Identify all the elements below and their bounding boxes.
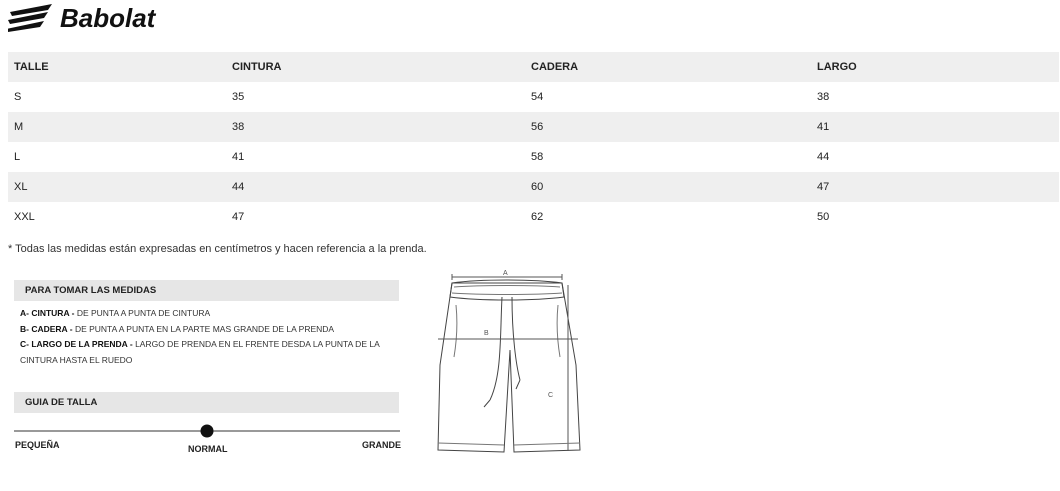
label-c: C: [548, 392, 554, 399]
table-row: [8, 112, 1059, 142]
fit-normal-label: NORMAL: [188, 444, 228, 454]
measure-a-text: DE PUNTA A PUNTA DE CINTURA: [74, 308, 211, 318]
footnote: * Todas las medidas están expresadas en centímetros y hacen referencia a la prenda.: [8, 243, 427, 255]
shorts-diagram: [430, 265, 590, 460]
measure-guide-title: PARA TOMAR LAS MEDIDAS: [14, 280, 399, 301]
label-b: B: [484, 330, 489, 337]
cell-cintura: 35: [232, 91, 245, 103]
measure-a: [20, 306, 400, 322]
cell-largo: 47: [811, 172, 1059, 202]
cell-cintura: 41: [232, 151, 245, 163]
fit-small-label: PEQUEÑA: [15, 440, 60, 450]
babolat-logo: [8, 2, 198, 32]
table-row: [8, 202, 1059, 232]
fit-scale: [14, 420, 400, 460]
cell-cintura: 44: [226, 172, 525, 202]
measure-c-key: C- LARGO DE LA PRENDA -: [20, 339, 133, 349]
cell-talle: XXL: [14, 211, 35, 223]
babolat-swoosh-icon: [8, 4, 52, 32]
measure-b: [20, 322, 400, 338]
cell-cadera: 54: [531, 91, 544, 103]
label-a: A: [503, 270, 508, 277]
size-guide-title: GUIA DE TALLA: [14, 392, 399, 413]
cell-cadera: 58: [531, 151, 544, 163]
cell-cintura: 47: [232, 211, 245, 223]
table-row: [8, 142, 1059, 172]
table-row: [8, 172, 1059, 202]
measure-c: [20, 337, 400, 353]
header-cadera: CADERA: [525, 52, 811, 82]
measure-b-text: DE PUNTA A PUNTA EN LA PARTE MAS GRANDE DE LA PRENDA: [72, 323, 335, 334]
cell-largo: 50: [817, 211, 830, 223]
brand-wordmark: Babolat: [60, 3, 156, 32]
cell-talle: XL: [8, 172, 226, 202]
measure-a-key: A- CINTURA -: [20, 308, 75, 318]
table-header-row: [8, 52, 1059, 82]
drawstring: [490, 297, 520, 400]
cell-cadera: 56: [525, 112, 811, 142]
measure-c-text: LARGO DE PRENDA EN EL FRENTE DESDA LA PUNTA DE LA: [132, 339, 380, 349]
fit-indicator-dot: [201, 425, 214, 438]
table-row: [8, 82, 1059, 112]
cell-talle: S: [14, 91, 22, 103]
header-talle: TALLE: [8, 52, 226, 82]
shorts-outline: [438, 283, 580, 452]
header-cintura: CINTURA: [226, 52, 525, 82]
cell-largo: 38: [817, 91, 830, 103]
measure-c-cont: CINTURA HASTA EL RUEDO: [20, 354, 133, 365]
cell-cadera: 62: [531, 211, 544, 223]
cell-cintura: 38: [226, 112, 525, 142]
cell-talle: M: [8, 112, 226, 142]
cell-largo: 44: [817, 151, 830, 163]
fit-large-label: GRANDE: [362, 440, 402, 450]
size-table: [8, 52, 1059, 232]
header-largo: LARGO: [811, 52, 1059, 82]
cell-cadera: 60: [525, 172, 811, 202]
measure-b-key: B- CADERA -: [20, 323, 73, 334]
cell-largo: 41: [811, 112, 1059, 142]
measure-guide-text: [20, 306, 400, 368]
cell-talle: L: [14, 151, 21, 163]
